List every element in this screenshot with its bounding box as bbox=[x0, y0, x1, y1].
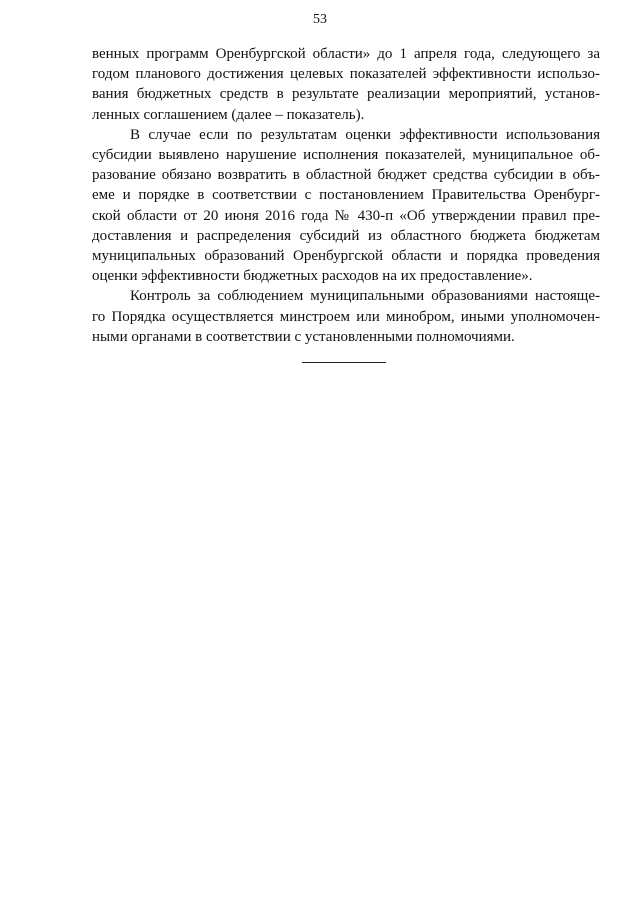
text-line: венных программ Оренбургской области» до 1 апреля года, следующего за bbox=[92, 46, 600, 62]
text-line: ленных соглашением (далее – показатель). bbox=[92, 106, 365, 123]
text-line: ской области от 20 июня 2016 года № 430-п «Об утверждении правил пре- bbox=[92, 207, 600, 224]
document-body bbox=[92, 44, 600, 347]
text-line: разование обязано возвратить в областной бюджет средства субсидии в объ- bbox=[92, 167, 600, 184]
text-line: В случае если по результатам оценки эффективности использования bbox=[130, 126, 600, 143]
text-line: еме и порядке в соответствии с постановлением Правительства Оренбург- bbox=[92, 187, 600, 204]
text-line: доставления и распределения субсидий из областного бюджета бюджетам bbox=[92, 227, 600, 244]
text-line: оценки эффективности бюджетных расходов на их предоставление». bbox=[92, 268, 533, 285]
text-line: субсидии выявлено нарушение исполнения показателей, муниципальное об- bbox=[92, 147, 600, 164]
text-line: годом планового достижения целевых показателей эффективности использо- bbox=[92, 66, 600, 83]
text-line: вания бюджетных средств в результате реализации мероприятий, установ- bbox=[92, 86, 600, 103]
text-line: го Порядка осуществляется минстроем или минобром, иными уполномочен- bbox=[92, 308, 600, 325]
text-line: муниципальных образований Оренбургской области и порядка проведения bbox=[92, 248, 600, 265]
paragraph-control bbox=[92, 286, 600, 347]
end-of-document-rule bbox=[302, 362, 386, 363]
text-line: Контроль за соблюдением муниципальными образованиями настояще- bbox=[130, 288, 600, 305]
page-number: 53 bbox=[313, 12, 327, 27]
paragraph-continuation bbox=[92, 44, 600, 125]
text-line: ными органами в соответствии с установленными полномочиями. bbox=[92, 328, 515, 345]
paragraph-subsidy-return bbox=[92, 125, 600, 287]
